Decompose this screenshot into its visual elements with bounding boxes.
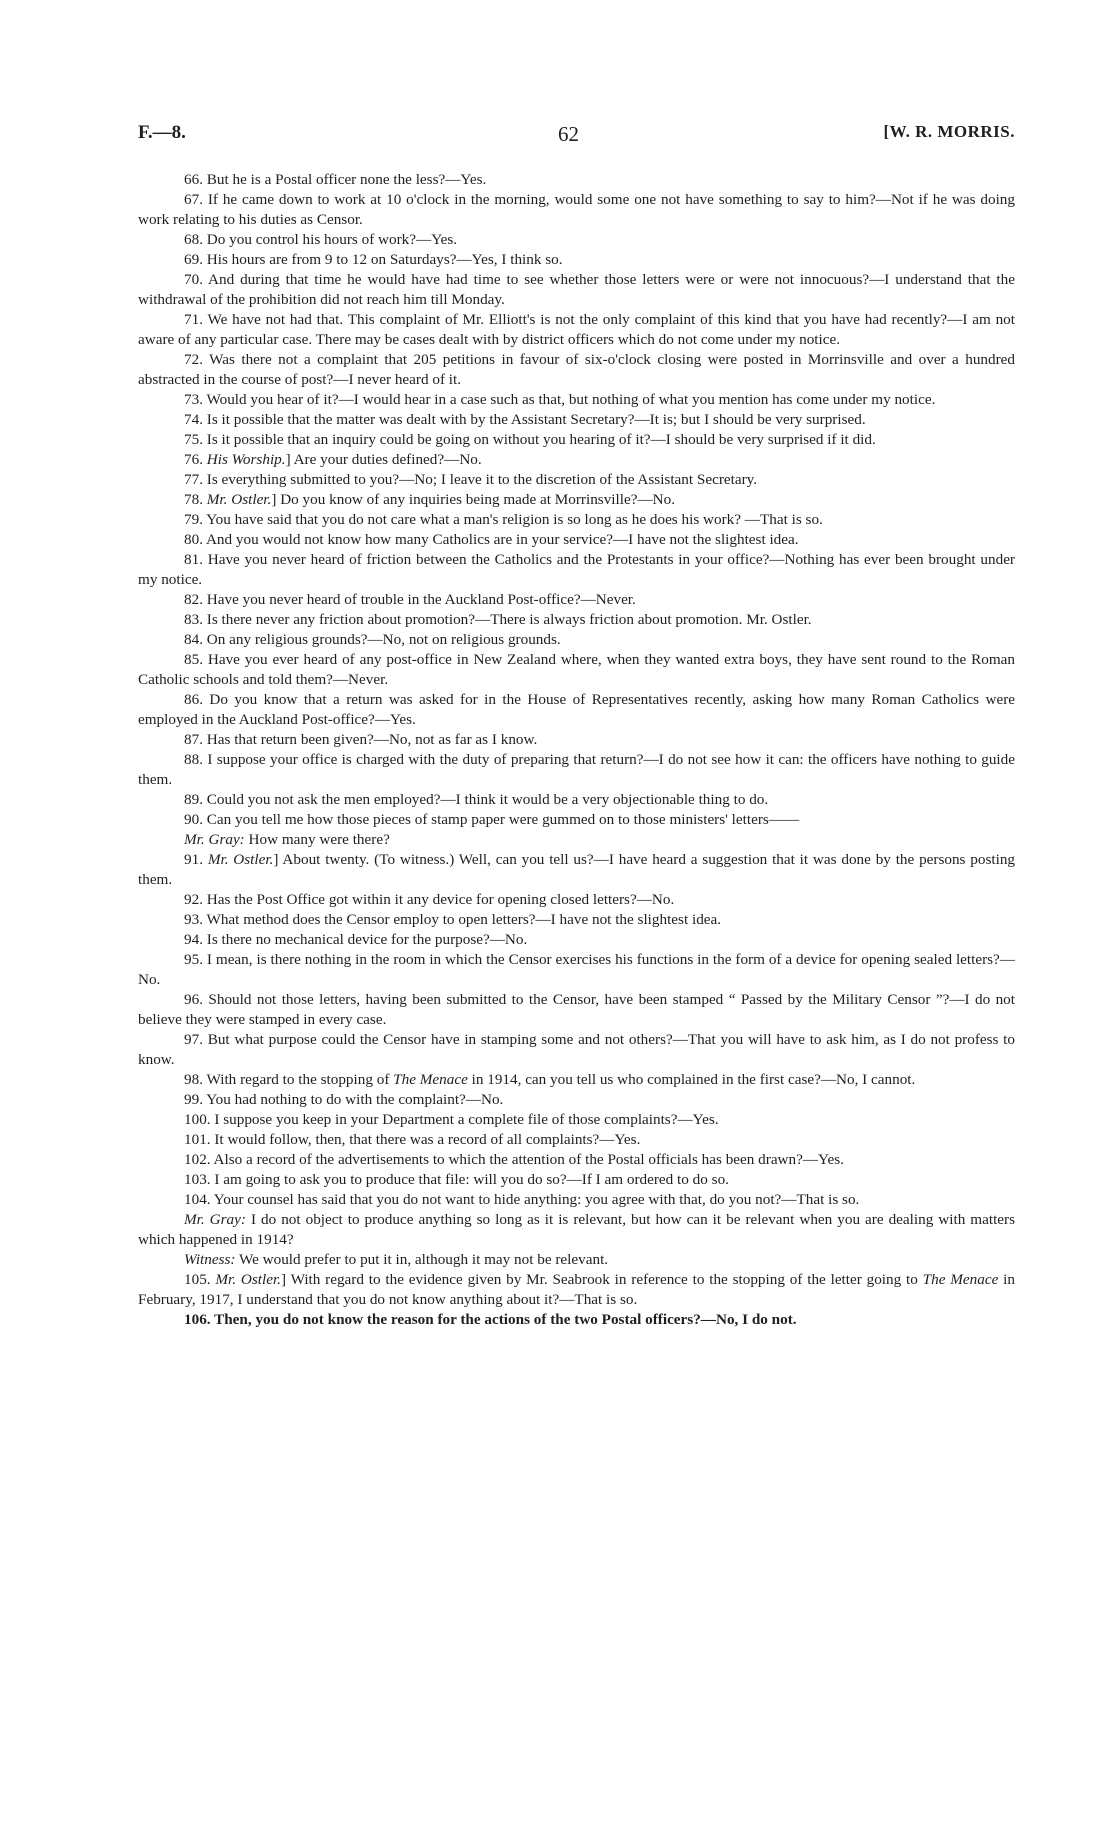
- speaker-italic: Mr. Gray:: [184, 831, 245, 848]
- speaker-italic: Mr. Ostler.: [207, 851, 274, 868]
- paragraph-text: 90. Can you tell me how those pieces of stamp paper were gummed on to those ministers' letters——: [184, 811, 800, 828]
- paragraph-text: 101. It would follow, then, that there was a record of all complaints?—Yes.: [184, 1131, 641, 1148]
- paragraph-text: 103. I am going to ask you to produce that file: will you do so?—If I am ordered to do so.: [184, 1171, 729, 1188]
- testimony-paragraph: [138, 990, 1015, 1030]
- testimony-paragraph: [138, 910, 1015, 930]
- paragraph-text: 80. And you would not know how many Catholics are in your service?—I have not the slightest idea.: [184, 531, 799, 548]
- paragraph-text: How many were there?: [244, 831, 390, 848]
- report-reference: F.—8.: [138, 122, 186, 143]
- testimony-paragraph: [138, 430, 1015, 450]
- paragraph-text: 94. Is there no mechanical device for the purpose?—No.: [184, 931, 528, 948]
- testimony-paragraph: [138, 930, 1015, 950]
- speaker-italic: The Menace: [393, 1071, 468, 1088]
- paragraph-text: 70. And during that time he would have had time to see whether those letters were or were not innocuous?—I understand that the withdrawal of the prohibition did not reach him till Monday.: [138, 271, 1015, 308]
- testimony-paragraph: [138, 590, 1015, 610]
- paragraph-text: in 1914, can you tell us who complained in the first case?—No, I cannot.: [467, 1071, 916, 1088]
- paragraph-text: 86. Do you know that a return was asked for in the House of Representatives recently, asking how many Roman Catholics were employed in the Auckland Post-office?—Yes.: [138, 691, 1015, 728]
- testimony-paragraph: [138, 410, 1015, 430]
- paragraph-text: 88. I suppose your office is charged with the duty of preparing that return?—I do not see how it can: the officers have nothing to guide them.: [138, 751, 1015, 788]
- testimony-paragraph: [138, 730, 1015, 750]
- paragraph-text: 100. I suppose you keep in your Department a complete file of those complaints?—Yes.: [184, 1111, 719, 1128]
- paragraph-text: 106. Then, you do not know the reason for the actions of the two Postal officers?—No, I do not.: [184, 1311, 797, 1328]
- testimony-paragraph: [138, 310, 1015, 350]
- paragraph-text: 74. Is it possible that the matter was dealt with by the Assistant Secretary?—It is; but I should be very surprised.: [184, 411, 866, 428]
- testimony-paragraph: [138, 1250, 1015, 1270]
- paragraph-text: 97. But what purpose could the Censor have in stamping some and not others?—That you will have to ask him, as I do not profess to know.: [138, 1031, 1015, 1068]
- testimony-paragraph: [138, 950, 1015, 990]
- paragraph-text: We would prefer to put it in, although it may not be relevant.: [235, 1251, 609, 1268]
- paragraph-text: 99. You had nothing to do with the complaint?—No.: [184, 1091, 504, 1108]
- testimony-paragraph: [138, 850, 1015, 890]
- speaker-italic: The Menace: [922, 1271, 999, 1288]
- paragraph-text: 95. I mean, is there nothing in the room in which the Censor exercises his functions in the form of a device for opening sealed letters?—No.: [138, 951, 1015, 988]
- testimony-paragraph: [138, 190, 1015, 230]
- paragraph-text: 87. Has that return been given?—No, not as far as I know.: [184, 731, 538, 748]
- witness-name: [W. R. MORRIS.: [883, 122, 1015, 141]
- testimony-paragraph: [138, 1170, 1015, 1190]
- paragraph-text: ] Do you know of any inquiries being made at Morrinsville?—No.: [271, 491, 675, 508]
- testimony-paragraph: [138, 490, 1015, 510]
- testimony-paragraph: [138, 510, 1015, 530]
- page-header: [138, 122, 1015, 152]
- paragraph-text: 104. Your counsel has said that you do not want to hide anything: you agree with that, do you not?—That is so.: [184, 1191, 860, 1208]
- testimony-paragraph: [138, 1310, 1015, 1330]
- paragraph-text: 81. Have you never heard of friction between the Catholics and the Protestants in your office?—Nothing has ever been brought under my notice.: [138, 551, 1015, 588]
- paragraph-text: 67. If he came down to work at 10 o'clock in the morning, would some one not have something to say to him?—Not if he was doing work relating to his duties as Censor.: [138, 191, 1015, 228]
- speaker-italic: Mr. Ostler.: [215, 1271, 281, 1288]
- testimony-paragraph: [138, 750, 1015, 790]
- paragraph-text: ] Are your duties defined?—No.: [285, 451, 482, 468]
- testimony-paragraph: [138, 270, 1015, 310]
- testimony-paragraph: [138, 1210, 1015, 1250]
- testimony-paragraph: [138, 550, 1015, 590]
- testimony-paragraph: [138, 1130, 1015, 1150]
- speaker-italic: Mr. Gray:: [184, 1211, 246, 1228]
- paragraph-text: 83. Is there never any friction about promotion?—There is always friction about promotion. Mr. Ostler.: [184, 611, 812, 628]
- paragraph-text: in February, 1917, I understand that you do not know anything about it?—That is so.: [138, 1271, 1015, 1308]
- paragraph-text: 89. Could you not ask the men employed?—I think it would be a very objectionable thing to do.: [184, 791, 769, 808]
- testimony-paragraph: [138, 690, 1015, 730]
- testimony-paragraph: [138, 630, 1015, 650]
- testimony-paragraph: [138, 650, 1015, 690]
- testimony-text: [138, 170, 1015, 1330]
- speaker-italic: His Worship.: [206, 451, 286, 468]
- speaker-italic: Witness:: [184, 1251, 236, 1268]
- paragraph-text: 102. Also a record of the advertisements to which the attention of the Postal officials has been drawn?—Yes.: [184, 1151, 844, 1168]
- testimony-paragraph: [138, 230, 1015, 250]
- paragraph-text: 71. We have not had that. This complaint of Mr. Elliott's is not the only complaint of this kind that you have had recently?—I am not aware of any particular case. There may be cases dealt with by district officers which do not come under my notice.: [138, 311, 1015, 348]
- testimony-paragraph: [138, 790, 1015, 810]
- testimony-paragraph: [138, 350, 1015, 390]
- paragraph-text: 82. Have you never heard of trouble in the Auckland Post-office?—Never.: [184, 591, 636, 608]
- paragraph-text: ] About twenty. (To witness.) Well, can you tell us?—I have heard a suggestion that it was done by the persons posting them.: [138, 851, 1016, 888]
- testimony-paragraph: [138, 470, 1015, 490]
- testimony-paragraph: [138, 810, 1015, 830]
- paragraph-text: 68. Do you control his hours of work?—Yes.: [184, 231, 458, 248]
- testimony-paragraph: [138, 250, 1015, 270]
- testimony-paragraph: [138, 1090, 1015, 1110]
- testimony-paragraph: [138, 1270, 1015, 1310]
- paragraph-text: 84. On any religious grounds?—No, not on religious grounds.: [184, 631, 561, 648]
- testimony-paragraph: [138, 1110, 1015, 1130]
- paragraph-text: ] With regard to the evidence given by Mr. Seabrook in reference to the stopping of the letter going to: [280, 1271, 923, 1288]
- testimony-paragraph: [138, 450, 1015, 470]
- paragraph-text: 66. But he is a Postal officer none the less?—Yes.: [184, 171, 487, 188]
- testimony-paragraph: [138, 610, 1015, 630]
- paragraph-text: 93. What method does the Censor employ to open letters?—I have not the slightest idea.: [184, 911, 722, 928]
- speaker-italic: Mr. Ostler.: [206, 491, 272, 508]
- paragraph-text: 92. Has the Post Office got within it any device for opening closed letters?—No.: [184, 891, 675, 908]
- paragraph-text: 98. With regard to the stopping of: [184, 1071, 394, 1088]
- paragraph-text: 69. His hours are from 9 to 12 on Saturdays?—Yes, I think so.: [184, 251, 563, 268]
- paragraph-text: 72. Was there not a complaint that 205 petitions in favour of six-o'clock closing were posted in Morrinsville and over a hundred abstracted in the course of post?—I never heard of it.: [138, 351, 1015, 388]
- testimony-paragraph: [138, 830, 1015, 850]
- testimony-paragraph: [138, 1070, 1015, 1090]
- paragraph-text: 91.: [184, 851, 208, 868]
- testimony-paragraph: [138, 890, 1015, 910]
- paragraph-text: 96. Should not those letters, having been submitted to the Censor, have been stamped “ Passed by the Military Censor ”?—I do not believe they were stamped in every case.: [138, 991, 1015, 1028]
- paragraph-text: 79. You have said that you do not care what a man's religion is so long as he does his work? —That is so.: [184, 511, 823, 528]
- testimony-paragraph: [138, 1030, 1015, 1070]
- paragraph-text: 76.: [184, 451, 207, 468]
- paragraph-text: 77. Is everything submitted to you?—No; I leave it to the discretion of the Assistant Secretary.: [184, 471, 758, 488]
- paragraph-text: I do not object to produce anything so long as it is relevant, but how can it be relevant when you are dealing with matters which happened in 1914?: [138, 1211, 1015, 1248]
- testimony-paragraph: [138, 530, 1015, 550]
- testimony-paragraph: [138, 1150, 1015, 1170]
- paragraph-text: 85. Have you ever heard of any post-office in New Zealand where, when they wanted extra boys, they have sent round to the Roman Catholic schools and told them?—Never.: [138, 651, 1015, 688]
- paragraph-text: 78.: [184, 491, 207, 508]
- testimony-paragraph: [138, 1190, 1015, 1210]
- paragraph-text: 73. Would you hear of it?—I would hear in a case such as that, but nothing of what you mention has come under my notice.: [184, 391, 936, 408]
- paragraph-text: 75. Is it possible that an inquiry could be going on without you hearing of it?—I should be very surprised if it did.: [184, 431, 876, 448]
- testimony-paragraph: [138, 390, 1015, 410]
- page-number: 62: [558, 122, 579, 146]
- testimony-paragraph: [138, 170, 1015, 190]
- paragraph-text: 105.: [184, 1271, 216, 1288]
